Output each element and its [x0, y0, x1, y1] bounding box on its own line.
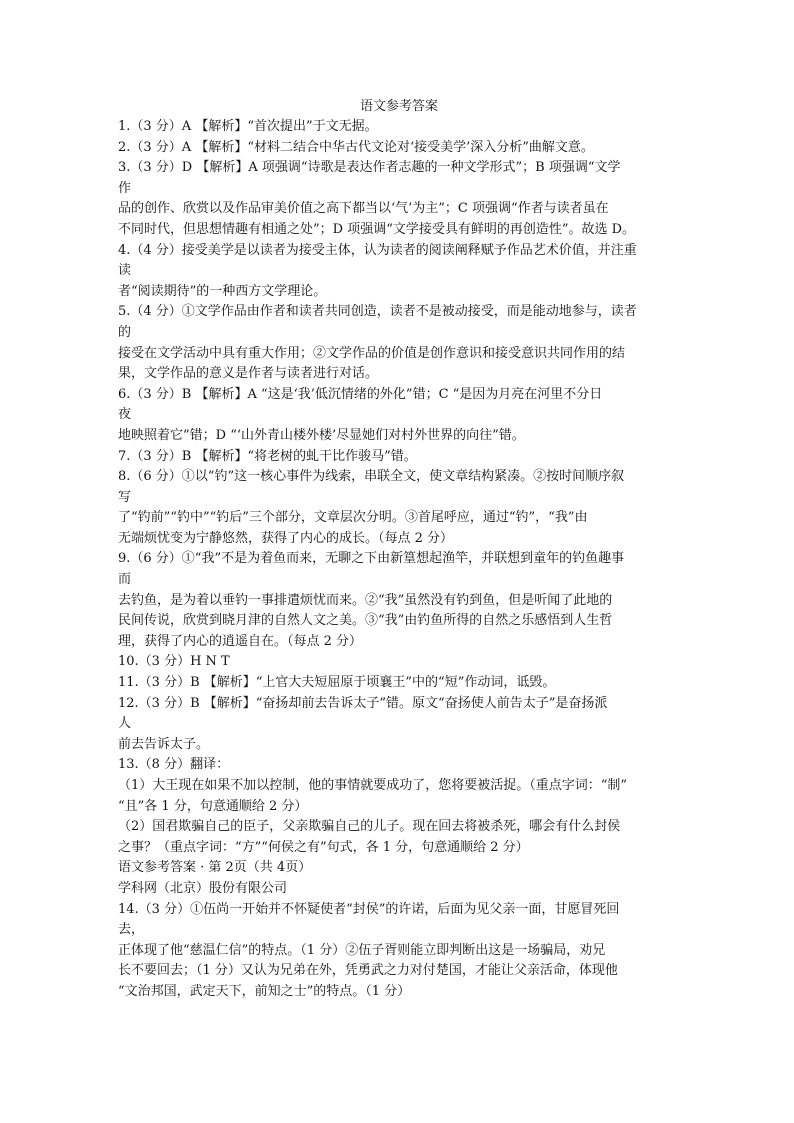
text-line: 读 [118, 263, 132, 279]
text-line: 夜 [118, 407, 132, 423]
text-line: （2）国君欺骗自己的臣子，父亲欺骗自己的儿子。现在回去将被杀死，哪会有什么封侯 [118, 819, 621, 835]
text-line: 人 [118, 716, 132, 732]
text-line: 写 [118, 489, 132, 505]
text-line: 了“钓前”“钓中”“钓后”三个部分，文章层次分明。③首尾呼应，通过“钓”，“我”由 [118, 510, 588, 526]
text-line: 去钓鱼，是为着以垂钓一事排遣烦忧而来。②“我”虽然没有钓到鱼，但是听闻了此地的 [118, 592, 613, 608]
text-line: 8.（6 分）①以“钓”这一核心事件为线索，串联全文，使文章结构紧凑。②按时间顺序叙 [118, 469, 625, 485]
text-line: 3.（3 分）D 【解析】A 项强调“诗歌是表达作者志趣的一种文学形式”；B 项强调“文学 [118, 160, 621, 176]
text-line: 5.（4 分）①文学作品由作者和读者共同创造，读者不是被动接受，而是能动地参与，读者 [118, 304, 637, 320]
text-line: “文治邦国，武定天下，前知之士”的特点。（1 分） [118, 983, 411, 999]
answer-lines [118, 117, 680, 1003]
text-line: 2.（3 分）A 【解析】“材料二结合中华古代文论对‘接受美学’深入分析”曲解文意。 [118, 139, 594, 155]
text-line: 9.（6 分）①“我”不是为着鱼而来，无聊之下由新篁想起渔竿，并联想到童年的钓鱼趣事 [118, 551, 625, 567]
text-line: 品的创作、欣赏以及作品审美价值之高下都当以‘气’为主”；C 项强调“作者与读者虽在 [118, 201, 609, 217]
text-line: 无端烦忧变为宁静悠然，获得了内心的成长。（每点 2 分） [118, 530, 454, 546]
text-line: 的 [118, 324, 132, 340]
answer-document [118, 97, 680, 1003]
text-line: 去， [118, 922, 145, 938]
text-line: 不同时代，但思想情趣有相通之处”；D 项强调“文学接受具有鲜明的再创造性”。故选 D。 [118, 221, 636, 237]
text-line: 长不要回去；（1 分）又认为兄弟在外，凭勇武之力对付楚国，才能让父亲活命，体现他 [118, 963, 618, 979]
text-line: 正体现了他“慈温仁信”的特点。（1 分）②伍子胥则能立即判断出这是一场骗局，劝兄 [118, 942, 606, 958]
text-line: 地映照着它”错；D “‘山外青山楼外楼’尽显她们对村外世界的向往”错。 [118, 427, 525, 443]
text-line: 理，获得了内心的逍遥自在。（每点 2 分） [118, 633, 363, 649]
text-line: “且”各 1 分，句意通顺给 2 分） [118, 798, 308, 814]
text-line: 12.（3 分）B 【解析】“奋扬却前去告诉太子”错。原文“奋扬使人前告太子”是奋扬派 [118, 695, 608, 711]
text-line: 前去告诉太子。 [118, 736, 210, 752]
text-line: 作 [118, 180, 132, 196]
text-line: 1.（3 分）A 【解析】“首次提出”于文无据。 [118, 119, 378, 134]
text-line: 之事？（重点字词：“方”“何侯之有”句式，各 1 分，句意通顺给 2 分） [118, 839, 529, 855]
text-line: 果，文学作品的意义是作者与读者进行对话。 [118, 366, 379, 382]
document-title: 语文参考答案 [359, 99, 438, 114]
text-line: 10.（3 分）H N T [118, 654, 230, 670]
text-line: 7.（3 分）B 【解析】“将老树的虬干比作骏马”错。 [118, 448, 417, 464]
text-line: 接受在文学活动中具有重大作用；②文学作品的价值是创作意识和接受意识共同作用的结 [118, 345, 626, 361]
text-line: 语文参考答案 · 第 2页（共 4页） [118, 860, 312, 876]
text-line: （1）大王现在如果不加以控制，他的事情就要成功了，您将要被活捉。（重点字词：“制” [118, 778, 628, 793]
text-line: 而 [118, 572, 132, 588]
text-line: 学科网（北京）股份有限公司 [118, 880, 288, 896]
text-line: 6.（3 分）B 【解析】A “这是‘我’低沉情绪的外化”错；C “是因为月亮在河里不分日 [118, 386, 603, 402]
text-line: 14.（3 分）①伍尚一开始并不怀疑使者“封侯”的许诺，后面为见父亲一面，甘愿冒死回 [118, 901, 620, 917]
text-line: 13.（8 分）翻译： [118, 757, 230, 773]
text-line: 民间传说，欣赏到晓月津的自然人文之美。③“我”由钓鱼所得的自然之乐感悟到人生哲 [118, 613, 613, 629]
text-line: 11.（3 分）B 【解析】“上官大夫短屈原于顷襄王”中的“短”作动词，诋毁。 [118, 675, 556, 691]
text-line: 者“阅读期待”的一种西方文学理论。 [118, 283, 327, 299]
text-line: 4.（4 分）接受美学是以读者为接受主体，认为读者的阅读阐释赋予作品艺术价值，并注重 [118, 242, 637, 258]
